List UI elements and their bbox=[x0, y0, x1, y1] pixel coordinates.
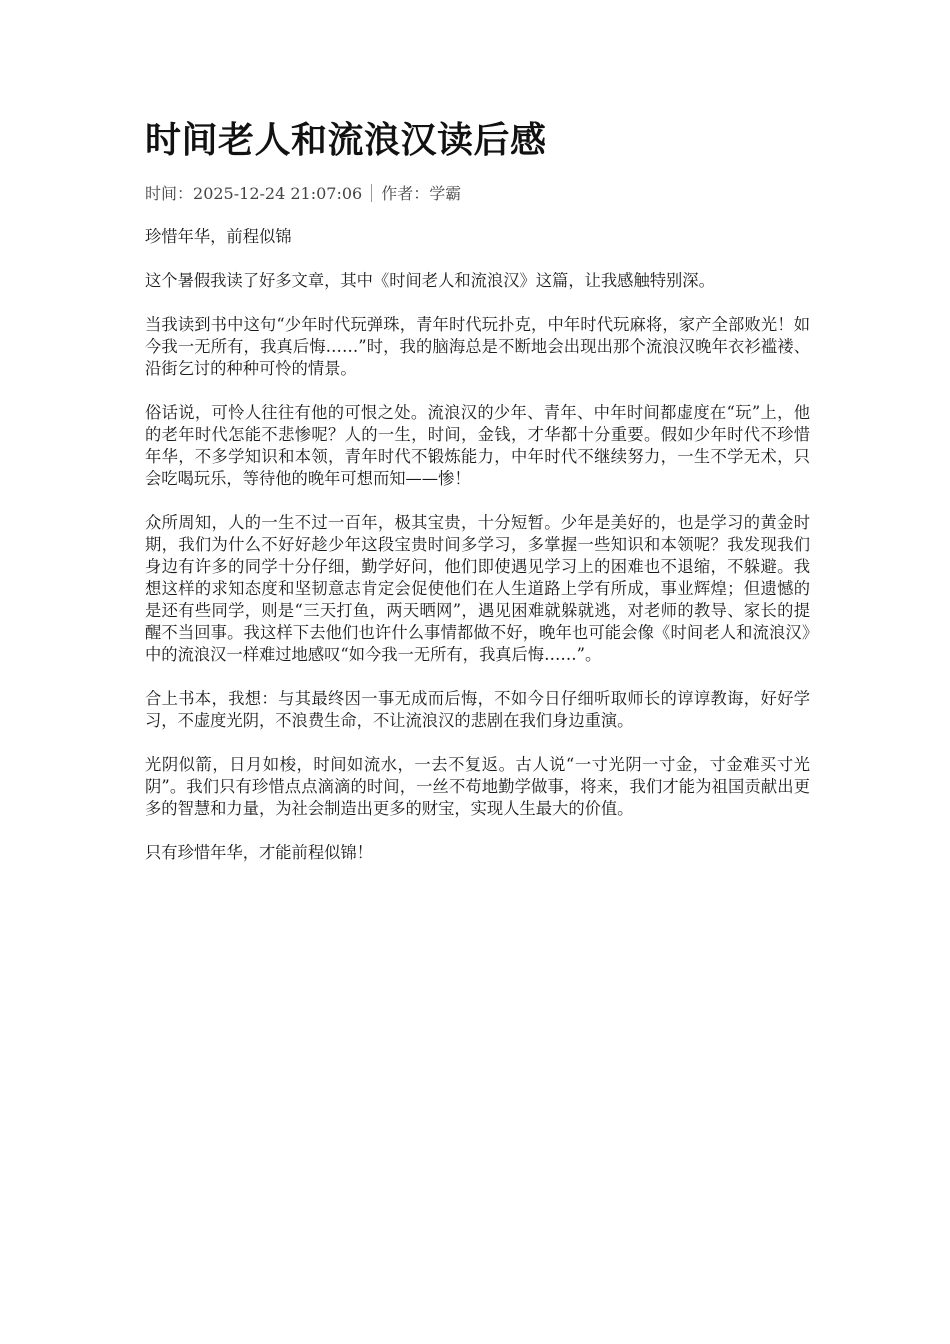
paragraph: 合上书本，我想：与其最终因一事无成而后悔，不如今日仔细听取师长的谆谆教诲，好好学习，不虚度光阴，不浪费生命，不让流浪汉的悲剧在我们身边重演。 bbox=[145, 689, 810, 730]
paragraph: 这个暑假我读了好多文章，其中《时间老人和流浪汉》这篇，让我感触特别深。 bbox=[145, 271, 715, 290]
paragraph: 光阴似箭，日月如梭，时间如流水，一去不复返。古人说“一寸光阴一寸金，寸金难买寸光阴”。我们只有珍惜点点滴滴的时间，一丝不苟地勤学做事，将来，我们才能为祖国贡献出更多的智慧和力量，为社会制造出更多的财宝，实现人生最大的价值。 bbox=[145, 755, 810, 818]
paragraph: 只有珍惜年华，才能前程似锦！ bbox=[145, 843, 373, 862]
paragraph: 当我读到书中这句“少年时代玩弹珠，青年时代玩扑克，中年时代玩麻将，家产全部败光！如今我一无所有，我真后悔……”时，我的脑海总是不断地会出现出那个流浪汉晚年衣衫褴褛、沿街乞讨的种种可怜的情景。 bbox=[145, 315, 810, 378]
time-label: 时间： bbox=[145, 184, 194, 203]
paragraph: 珍惜年华，前程似锦 bbox=[145, 227, 292, 246]
author-name: 学霸 bbox=[429, 184, 462, 203]
publish-time: 2025-12-24 21:07:06 bbox=[193, 184, 363, 203]
article-title: 时间老人和流浪汉读后感 bbox=[145, 120, 547, 161]
paragraph: 众所周知，人的一生不过一百年，极其宝贵，十分短暂。少年是美好的，也是学习的黄金时期，我们为什么不好好趁少年这段宝贵时间多学习，多掌握一些知识和本领呢？我发现我们身边有许多的同学十分仔细，勤学好问，他们即使遇见学习上的困难也不退缩，不躲避。我想这样的求知态度和坚韧意志肯定会促使他们在人生道路上学有所成，事业辉煌；但遗憾的是还有些同学，则是“三天打鱼，两天晒网”，遇见困难就躲就逃，对老师的教导、家长的提醒不当回事。我这样下去他们也许什么事情都做不好，晚年也可能会像《时间老人和流浪汉》中的流浪汉一样难过地感叹“如今我一无所有，我真后悔……”。 bbox=[145, 513, 810, 664]
author-label: 作者： bbox=[381, 184, 430, 203]
article bbox=[145, 118, 810, 886]
article-meta bbox=[145, 182, 810, 206]
article-body bbox=[145, 226, 810, 864]
meta-divider bbox=[371, 184, 372, 202]
paragraph: 俗话说，可怜人往往有他的可恨之处。流浪汉的少年、青年、中年时间都虚度在“玩”上，他的老年时代怎能不悲惨呢？人的一生，时间，金钱，才华都十分重要。假如少年时代不珍惜年华，不多学知识和本领，青年时代不锻炼能力，中年时代不继续努力，一生不学无术，只会吃喝玩乐，等待他的晚年可想而知——惨！ bbox=[145, 403, 810, 488]
